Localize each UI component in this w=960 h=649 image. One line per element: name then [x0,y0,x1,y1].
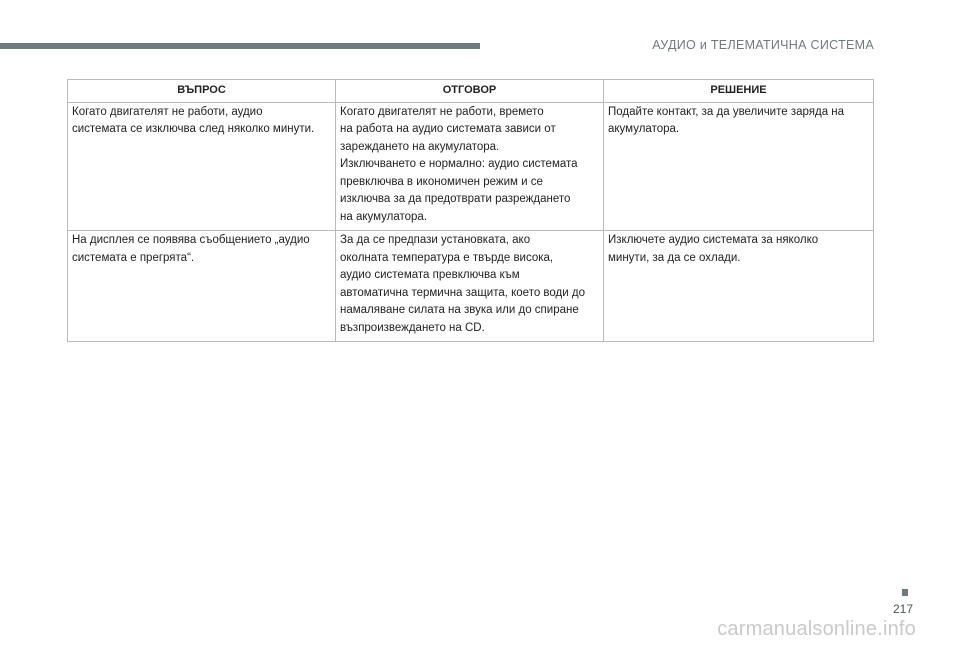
answer-text: Когато двигателят не работи, времето на работа на аудио системата зависи от зареждането на акумулатора. Изключването е нормално: аудио системата превключва в икономичен режим и се изключва за да предотврати разреждането на акумулатора. [340,105,578,223]
solution-text: Подайте контакт, за да увеличите заряда на акумулатора. [608,105,845,135]
watermark: carmanualsonline.info [717,618,916,640]
column-header-solution: РЕШЕНИЕ [604,80,874,103]
page-number: 217 [893,602,914,616]
solution-cell [604,102,874,231]
column-header-question: ВЪПРОС [68,80,336,103]
answer-text: За да се предпази установката, ако околната температура е твърде висока, аудио системата превключва към автоматична термична защита, което води до намаляване силата на звука или до спиране възпроизвеждането на CD. [340,234,585,334]
table-row [68,231,874,342]
page-marker-square [902,589,908,596]
question-cell [68,102,336,231]
question-text: На дисплея се появява съобщението „аудио системата е прегрята“. [72,234,310,264]
solution-text: Изключете аудио системата за няколко минути, за да се охлади. [608,234,819,264]
column-header-answer: ОТГОВОР [336,80,604,103]
answer-cell [336,102,604,231]
troubleshooting-table [67,79,874,342]
question-text: Когато двигателят не работи, аудио системата се изключва след няколко минути. [72,105,315,135]
table-header-row [68,80,874,103]
answer-cell [336,231,604,342]
table-row [68,102,874,231]
section-title: АУДИО и ТЕЛЕМАТИЧНА СИСТЕМА [652,38,874,52]
question-cell [68,231,336,342]
solution-cell [604,231,874,342]
header-accent-bar [0,43,480,49]
